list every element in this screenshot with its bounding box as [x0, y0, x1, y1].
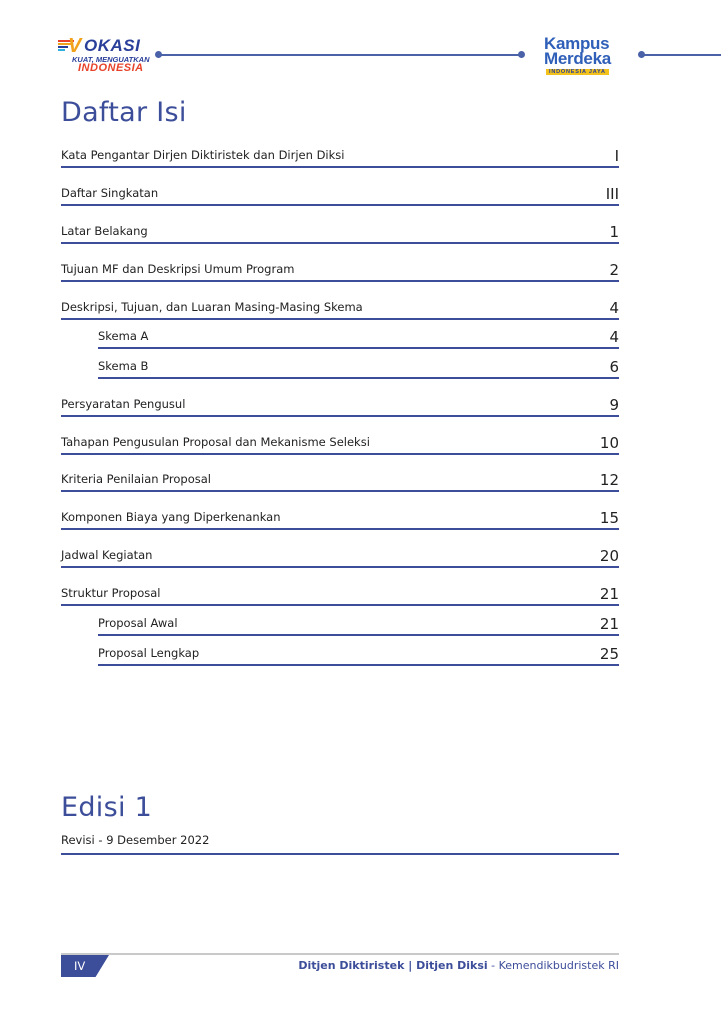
header-line-right — [641, 54, 721, 56]
footer-org-rest: - Kemendikbudristek RI — [487, 959, 619, 972]
toc-entry-page: 4 — [609, 328, 619, 346]
toc-entry-label: Kata Pengantar Dirjen Diktiristek dan Dirjen Diksi — [61, 148, 345, 162]
footer-org — [298, 959, 619, 972]
vokasi-logo-country: INDONESIA — [78, 62, 144, 74]
vokasi-logo-word: OKASI — [84, 36, 141, 55]
toc-subentry[interactable] — [98, 614, 619, 636]
toc-subentry[interactable] — [98, 357, 619, 379]
footer-org-bold: Ditjen Diktiristek | Ditjen Diksi — [298, 959, 488, 972]
toc-entry-label: Daftar Singkatan — [61, 186, 159, 200]
toc-entry[interactable] — [61, 395, 619, 417]
kampus-logo-line3: INDONESIA JAYA — [546, 69, 609, 75]
toc-entry[interactable] — [61, 584, 619, 606]
toc-entry[interactable] — [61, 222, 619, 244]
toc-entry[interactable] — [61, 184, 619, 206]
vokasi-logo-tagline: KUAT, MENGUATKAN — [72, 55, 150, 64]
kampus-merdeka-logo — [540, 34, 624, 78]
toc-entry-label: Jadwal Kegiatan — [61, 548, 153, 562]
toc-entry-label: Skema B — [98, 359, 149, 373]
toc-entry-label: Proposal Awal — [98, 616, 178, 630]
toc-entry-page: 10 — [599, 434, 619, 452]
toc-entry-label: Struktur Proposal — [61, 586, 161, 600]
toc-entry-page: 25 — [599, 645, 619, 663]
toc-entry-page: 1 — [609, 223, 619, 241]
header-dot-mid — [518, 51, 525, 58]
toc-entry-page: 12 — [599, 471, 619, 489]
vokasi-logo — [58, 36, 150, 76]
toc-entry-label: Tahapan Pengusulan Proposal dan Mekanisme Seleksi — [61, 435, 370, 449]
kampus-logo-line1: Kampus — [544, 34, 610, 53]
toc-entry[interactable] — [61, 298, 619, 320]
toc-entry[interactable] — [61, 508, 619, 530]
toc-entry-label: Proposal Lengkap — [98, 646, 200, 660]
toc-entry-page: 15 — [599, 509, 619, 527]
vokasi-logo-letter: V — [68, 35, 82, 57]
toc-entry-page: 21 — [599, 615, 619, 633]
toc-subentry[interactable] — [98, 644, 619, 666]
toc-entry[interactable] — [61, 546, 619, 568]
toc-entry-label: Skema A — [98, 329, 149, 343]
kampus-logo-line2: Merdeka — [544, 49, 611, 68]
header-line-left — [158, 54, 522, 56]
toc-entry-page: 2 — [609, 261, 619, 279]
toc-title: Daftar Isi — [61, 97, 187, 128]
toc-entry[interactable] — [61, 433, 619, 455]
toc-entry[interactable] — [61, 146, 619, 168]
toc-entry-label: Tujuan MF dan Deskripsi Umum Program — [61, 262, 295, 276]
toc-entry-label: Deskripsi, Tujuan, dan Luaran Masing-Masing Skema — [61, 300, 363, 314]
footer-page-number: IV — [74, 959, 86, 973]
toc-subentry[interactable] — [98, 327, 619, 349]
toc-entry-page: III — [605, 185, 619, 203]
toc-entry-page: I — [614, 147, 619, 165]
toc-entry[interactable] — [61, 470, 619, 492]
edition-divider — [61, 853, 619, 855]
toc-entry-page: 20 — [599, 547, 619, 565]
toc-entry-page: 4 — [609, 299, 619, 317]
toc-entry-page: 6 — [609, 358, 619, 376]
toc-entry-page: 9 — [609, 396, 619, 414]
toc-entry-label: Persyaratan Pengusul — [61, 397, 186, 411]
edition-title: Edisi 1 — [61, 792, 153, 823]
toc-entry-label: Kriteria Penilaian Proposal — [61, 472, 211, 486]
toc-entry[interactable] — [61, 260, 619, 282]
footer-divider — [61, 953, 619, 955]
toc-entry-label: Latar Belakang — [61, 224, 148, 238]
toc-entry-page: 21 — [599, 585, 619, 603]
toc-entry-label: Komponen Biaya yang Diperkenankan — [61, 510, 281, 524]
revision-text: Revisi - 9 Desember 2022 — [61, 833, 210, 847]
